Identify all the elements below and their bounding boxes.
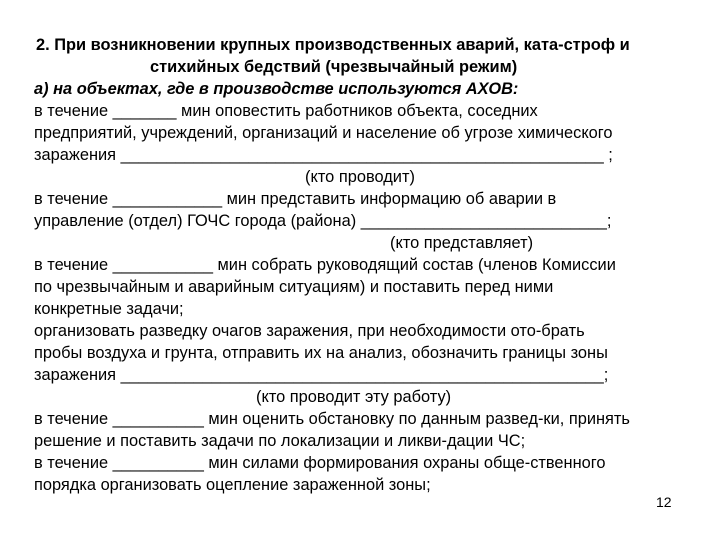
caption-who-conducts: (кто проводит) (305, 168, 415, 186)
text-line: решение и поставить задачи по локализации и ликви-дации ЧС; (34, 432, 526, 450)
text-line: в течение __________ мин силами формирования охраны обще-ственного (34, 454, 606, 472)
text-line: предприятий, учреждений, организаций и население об угрозе химического (34, 124, 613, 142)
text-line: организовать разведку очагов заражения, при необходимости ото-брать (34, 322, 585, 340)
text-line: в течение ____________ мин представить информацию об аварии в (34, 190, 557, 208)
title-line-1: 2. При возникновении крупных производственных аварий, ката-строф и (36, 36, 630, 54)
text-line: порядка организовать оцепление зараженной зоны; (34, 476, 431, 494)
text-line: в течение __________ мин оценить обстановку по данным развед-ки, принять (34, 410, 630, 428)
title-line-2: стихийных бедствий (чрезвычайный режим) (150, 58, 518, 76)
text-line: по чрезвычайным и аварийным ситуациям) и поставить перед ними (34, 278, 554, 296)
text-line: управление (отдел) ГОЧС города (района) ___________________________; (34, 212, 612, 230)
text-line: в течение _______ мин оповестить работников объекта, соседних (34, 102, 538, 120)
text-line: пробы воздуха и грунта, отправить их на анализ, обозначить границы зоны (34, 344, 608, 362)
text-line: в течение ___________ мин собрать руководящий состав (членов Комиссии (34, 256, 616, 274)
text-line: заражения _____________________________________________________; (34, 366, 609, 384)
caption-who-performs: (кто проводит эту работу) (256, 388, 452, 406)
text-line: заражения _____________________________________________________ ; (34, 146, 613, 164)
page-number: 12 (656, 494, 672, 510)
subheading: а) на объектах, где в производстве используются АХОВ: (34, 80, 519, 98)
text-line: конкретные задачи; (34, 300, 184, 318)
caption-who-reports: (кто представляет) (390, 234, 534, 252)
